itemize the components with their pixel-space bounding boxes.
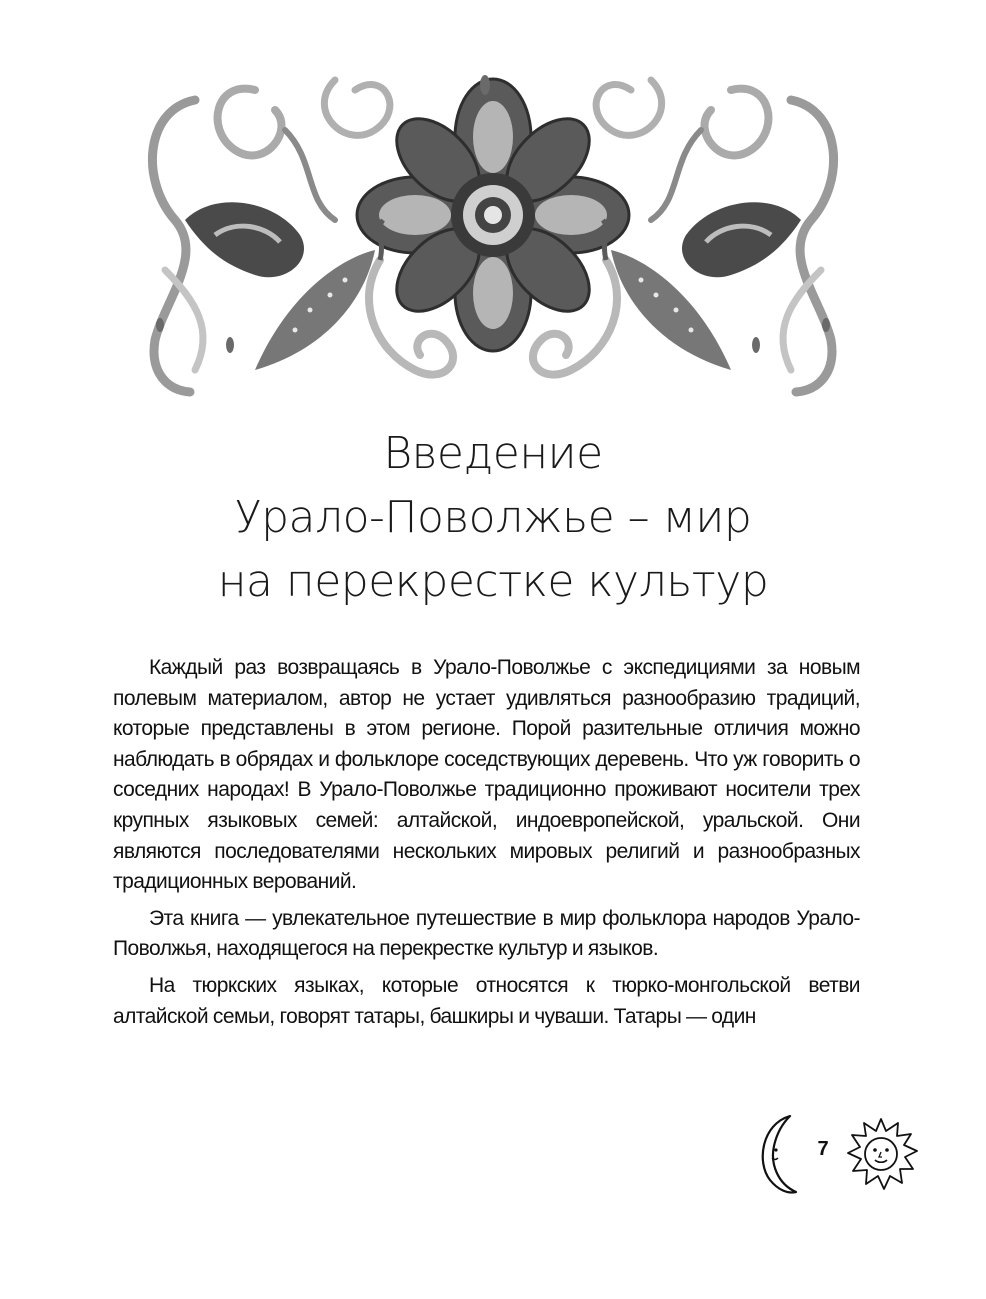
folk-floral-ornament-icon xyxy=(135,70,851,400)
title-line: Введение xyxy=(383,428,603,479)
crescent-moon-icon xyxy=(752,1112,802,1197)
paragraph: Эта книга — увлекательное путешествие в мир фольклора народов Урало-Поволжья, находящегося на перекрестке культур и языков. xyxy=(113,906,860,961)
sun-face-icon xyxy=(842,1115,920,1193)
paragraph: На тюркских языках, которые относятся к тюрко-монгольской ветви алтайской семьи, говорят татары, башкиры и чуваши. Татары — один xyxy=(113,973,860,1028)
title-line: на перекрестке культур xyxy=(217,556,769,607)
body-text xyxy=(113,653,860,1032)
title-line: Урало-Поволжье – мир xyxy=(234,492,752,543)
chapter-title xyxy=(0,422,986,614)
paragraph: Каждый раз возвращаясь в Урало-Поволжье с экспедициями за новым полевым материалом, автор не устает удивляться разнообразию традиций, которые представлены в этом регионе. Порой разительные отличия можно наблюдать в обрядах и фольклоре соседствующих деревень. Что уж говорить о соседних народах! В Урало-Поволжье традиционно проживают носители трех крупных языковых семей: алтайской, индоевропейской, уральской. Они являются последователями нескольких мировых религий и разнообразных традиционных верований. xyxy=(113,656,860,894)
page-number: 7 xyxy=(817,1138,829,1160)
